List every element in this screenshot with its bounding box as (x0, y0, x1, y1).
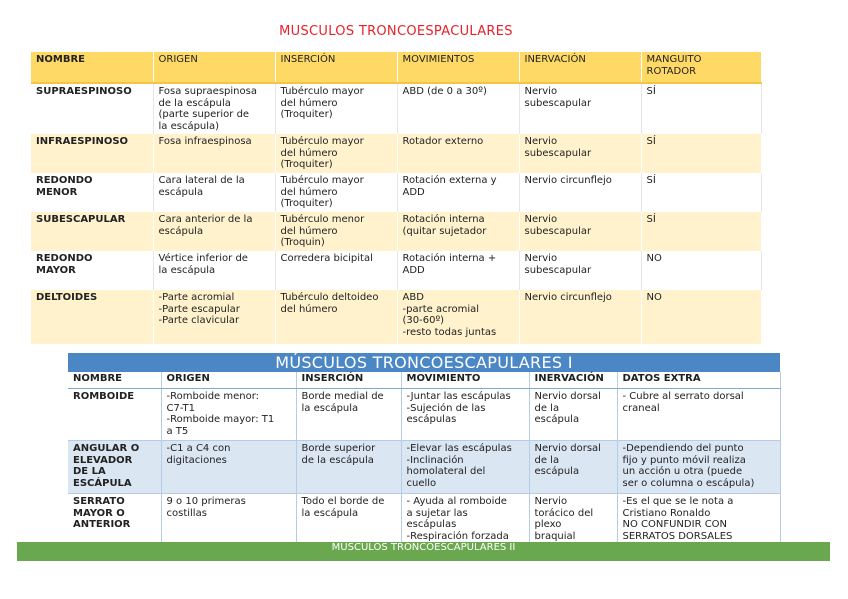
cell-insercion: Borde medial de la escápula (296, 389, 401, 441)
cell-movimientos: ABD (de 0 a 30º) (397, 83, 519, 134)
cell-datos-extra: -Es el que se le nota a Cristiano Ronaldo NO CONFUNDIR CON SERRATOS DORSALES (617, 494, 780, 547)
cell-manguito: SÍ (641, 83, 761, 134)
header-manguito-rotador: MANGUITO ROTADOR (641, 52, 761, 83)
header-nombre: NOMBRE (68, 372, 161, 389)
cell-manguito: SÍ (641, 134, 761, 173)
cell-insercion: Tubérculo mayor del húmero (Troquiter) (275, 83, 397, 134)
cell-inervacion: Nervio subescapular (519, 134, 641, 173)
cell-inervacion: Nervio circunflejo (519, 290, 641, 344)
header-movimiento: MOVIMIENTO (401, 372, 529, 389)
cell-origen: Cara lateral de la escápula (153, 173, 275, 212)
cell-movimiento: -Elevar las escápulas -Inclinación homolateral del cuello (401, 441, 529, 494)
cell-inervacion: Nervio dorsal de la escápula (529, 389, 617, 441)
cell-inervacion: Nervio circunflejo (519, 173, 641, 212)
header-nombre: NOMBRE (31, 52, 153, 83)
cell-manguito: NO (641, 251, 761, 290)
header-movimientos: MOVIMIENTOS (397, 52, 519, 83)
cell-nombre: ROMBOIDE (68, 389, 161, 441)
cell-manguito: SÍ (641, 173, 761, 212)
header-inervacion: INERVACIÓN (529, 372, 617, 389)
cell-datos-extra: - Cubre al serrato dorsal craneal (617, 389, 780, 441)
cell-manguito: NO (641, 290, 761, 344)
table-row (31, 173, 761, 212)
cell-insercion: Tubérculo menor del húmero (Troquin) (275, 212, 397, 251)
cell-movimientos: Rotación externa y ADD (397, 173, 519, 212)
cell-nombre: REDONDO MAYOR (31, 251, 153, 290)
cell-movimientos: ABD -parte acromial (30-60º) -resto todas juntas (397, 290, 519, 344)
cell-origen: -C1 a C4 con digitaciones (161, 441, 296, 494)
header-origen: ORIGEN (161, 372, 296, 389)
cell-nombre: REDONDO MENOR (31, 173, 153, 212)
cell-nombre: SUBESCAPULAR (31, 212, 153, 251)
cell-nombre: DELTOIDES (31, 290, 153, 344)
cell-insercion: Todo el borde de la escápula (296, 494, 401, 547)
cell-insercion: Borde superior de la escápula (296, 441, 401, 494)
cell-origen: -Romboide menor: C7-T1 -Romboide mayor: T1 a T5 (161, 389, 296, 441)
header-inervacion: INERVACIÓN (519, 52, 641, 83)
table-troncoescapulares-i (68, 353, 780, 547)
cell-nombre: SUPRAESPINOSO (31, 83, 153, 134)
cell-origen: Fosa supraespinosa de la escápula (parte superior de la escápula) (153, 83, 275, 134)
table-header-row (31, 52, 761, 83)
table-header-row (68, 372, 780, 389)
table-row (31, 83, 761, 134)
table-row (31, 251, 761, 290)
cell-inervacion: Nervio subescapular (519, 212, 641, 251)
cell-nombre: INFRAESPINOSO (31, 134, 153, 173)
table-row (68, 494, 780, 547)
cell-nombre: ANGULAR O ELEVADOR DE LA ESCÁPULA (68, 441, 161, 494)
cell-movimientos: Rotación interna (quitar sujetador (397, 212, 519, 251)
table-row (31, 290, 761, 344)
cell-origen: -Parte acromial -Parte escapular -Parte clavicular (153, 290, 275, 344)
cell-inervacion: Nervio torácico del plexo braquial (529, 494, 617, 547)
section-bar-troncoescapulares-ii: MÚSCULOS TRONCOESCAPULARES II (17, 542, 830, 561)
cell-movimiento: -Juntar las escápulas -Sujeción de las escápulas (401, 389, 529, 441)
cell-movimiento: - Ayuda al romboide a sujetar las escápulas -Respiración forzada (401, 494, 529, 547)
cell-manguito: SÍ (641, 212, 761, 251)
page-title: MUSCULOS TRONCOESPACULARES (279, 24, 513, 39)
table-row (68, 389, 780, 441)
cell-datos-extra: -Dependiendo del punto fijo y punto móvil realiza un acción u otra (puede ser o columna o escápula) (617, 441, 780, 494)
cell-origen: Fosa infraespinosa (153, 134, 275, 173)
table-row (31, 134, 761, 173)
cell-movimientos: Rotación interna + ADD (397, 251, 519, 290)
header-insercion: INSERCIÓN (296, 372, 401, 389)
cell-insercion: Corredera bicipital (275, 251, 397, 290)
cell-nombre: SERRATO MAYOR O ANTERIOR (68, 494, 161, 547)
cell-movimientos: Rotador externo (397, 134, 519, 173)
cell-insercion: Tubérculo mayor del húmero (Troquiter) (275, 134, 397, 173)
header-insercion: INSERCIÓN (275, 52, 397, 83)
table-row (31, 212, 761, 251)
table-body (68, 372, 781, 547)
cell-inervacion: Nervio dorsal de la escápula (529, 441, 617, 494)
cell-origen: Vértice inferior de la escápula (153, 251, 275, 290)
table-row (68, 441, 780, 494)
cell-inervacion: Nervio subescapular (519, 83, 641, 134)
header-datos-extra: DATOS EXTRA (617, 372, 780, 389)
table-title: MÚSCULOS TRONCOESCAPULARES I (68, 353, 780, 372)
cell-origen: Cara anterior de la escápula (153, 212, 275, 251)
cell-origen: 9 o 10 primeras costillas (161, 494, 296, 547)
cell-inervacion: Nervio subescapular (519, 251, 641, 290)
cell-insercion: Tubérculo mayor del húmero (Troquiter) (275, 173, 397, 212)
table-troncoespaculares (31, 52, 762, 344)
cell-insercion: Tubérculo deltoideo del húmero (275, 290, 397, 344)
header-origen: ORIGEN (153, 52, 275, 83)
